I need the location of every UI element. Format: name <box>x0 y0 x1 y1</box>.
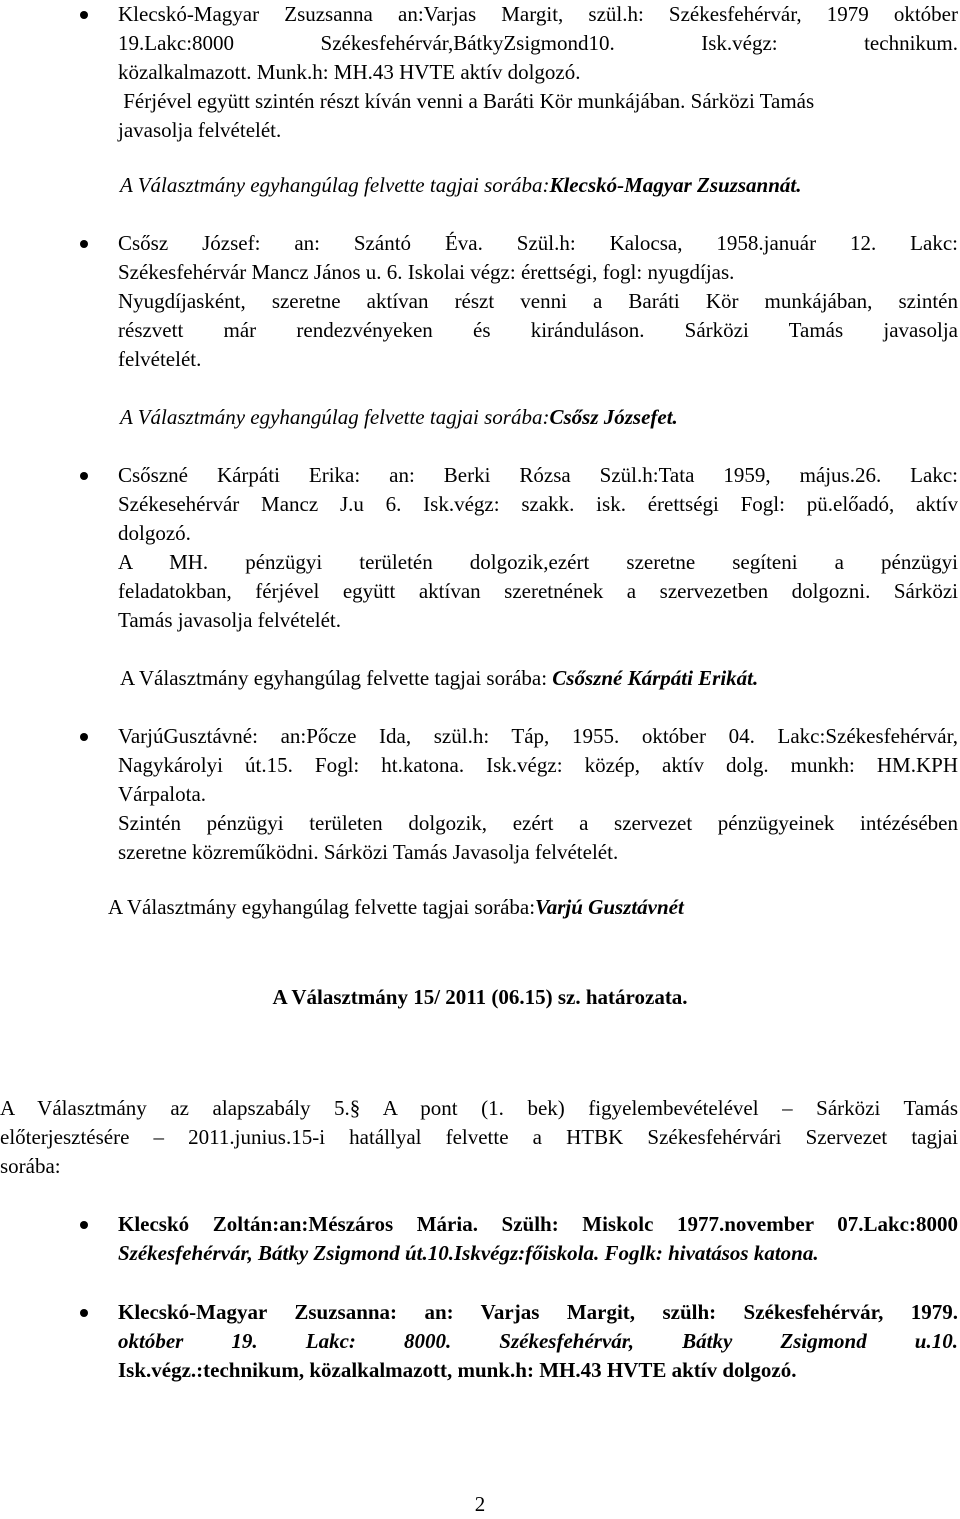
entry-varju-gusztavne <box>118 722 958 867</box>
decision-name: Csősz Józsefet. <box>549 405 678 429</box>
decision-prefix: A Választmány egyhangúlag felvette tagjai sorába: <box>120 666 553 690</box>
entry-line: A MH. pénzügyi területén dolgozik,ezért szeretne segíteni a pénzügyi <box>118 550 958 574</box>
entry-line: dolgozó. <box>118 521 191 545</box>
entry-line: felvételét. <box>118 347 202 371</box>
decision-name: Varjú Gusztávnét <box>535 895 684 919</box>
decision-prefix: A Választmány egyhangúlag felvette tagjai sorába: <box>120 173 550 197</box>
member-line: Székesfehérvár, Bátky Zsigmond út.10.Iskvégz:főiskola. Foglk: hivatásos katona. <box>118 1241 819 1265</box>
entry-line: Székesfehérvár Mancz János u. 6. Iskolai végz: érettségi, fogl: nyugdíjas. <box>118 260 735 284</box>
entry-line: Csőszné Kárpáti Erika: an: Berki Rózsa Szül.h:Tata 1959, május.26. Lakc: <box>118 463 958 487</box>
bullet-icon <box>80 1309 88 1317</box>
entry-line: Csősz József: an: Szántó Éva. Szül.h: Kalocsa, 1958.január 12. Lakc: <box>118 231 958 255</box>
decision-prefix: A Választmány egyhangúlag felvette tagjai sorába: <box>120 405 550 429</box>
entry-klecsko-magyar <box>118 0 958 145</box>
member-line: Klecskó-Magyar Zsuzsanna: an: Varjas Margit, szülh: Székesfehérvár, 1979. <box>118 1300 958 1324</box>
resolution-line: A Választmány az alapszabály 5.§ A pont (1. bek) figyelembevételével – Sárközi Tamás <box>0 1096 958 1120</box>
decision-prefix: A Választmány egyhangúlag felvette tagjai sorába: <box>108 895 536 919</box>
page-number: 2 <box>474 1492 486 1516</box>
bullet-icon <box>80 472 88 480</box>
entry-line: szeretne közreműködni. Sárközi Tamás Javasolja felvételét. <box>118 840 619 864</box>
resolution-line: előterjesztésére – 2011.junius.15-i hatállyal felvette a HTBK Székesfehérvári Szervezet tagjai <box>0 1125 958 1149</box>
resolution-title: A Választmány 15/ 2011 (06.15) sz. határozata. <box>272 985 688 1009</box>
entry-line: feladatokban, férjével együtt aktívan szeretnének a szervezetben dolgozni. Sárközi <box>118 579 958 603</box>
decision-line <box>120 664 960 693</box>
decision-line <box>120 171 960 200</box>
bullet-icon <box>80 1221 88 1229</box>
bullet-icon <box>80 733 88 741</box>
bullet-icon <box>80 240 88 248</box>
entry-line: javasolja felvételét. <box>118 118 282 142</box>
entry-line: Tamás javasolja felvételét. <box>118 608 342 632</box>
entry-line: részvett már rendezvényeken és kiránduláson. Sárközi Tamás javasolja <box>118 318 958 342</box>
decision-line <box>120 403 960 432</box>
entry-line: Nagykárolyi út.15. Fogl: ht.katona. Isk.végz: közép, aktív dolg. munkh: HM.KPH <box>118 753 958 777</box>
entry-line: Klecskó-Magyar Zsuzsanna an:Varjas Margit, szül.h: Székesfehérvár, 1979 október <box>118 2 958 26</box>
member-klecsko-magyar <box>118 1298 958 1385</box>
entry-line: VarjúGusztávné: an:Pőcze Ida, szül.h: Táp, 1955. október 04. Lakc:Székesfehérvár, <box>118 724 958 748</box>
member-line: október 19. Lakc: 8000. Székesfehérvár, Bátky Zsigmond u.10. <box>118 1329 958 1353</box>
decision-name: Csőszné Kárpáti Erikát. <box>552 666 759 690</box>
resolution-line: sorába: <box>0 1154 61 1178</box>
entry-line: Nyugdíjasként, szeretne aktívan részt venni a Baráti Kör munkájában, szintén <box>118 289 958 313</box>
entry-line: Székesehérvár Mancz J.u 6. Isk.végz: szakk. isk. érettségi Fogl: pü.előadó, aktív <box>118 492 958 516</box>
entry-line: 19.Lakc:8000 Székesfehérvár,BátkyZsigmond10. Isk.végz: technikum. <box>118 31 958 55</box>
bullet-icon <box>80 11 88 19</box>
decision-line <box>108 893 948 922</box>
resolution-text <box>0 1094 958 1181</box>
member-line: Isk.végz.:technikum, közalkalmazott, munk.h: MH.43 HVTE aktív dolgozó. <box>118 1358 797 1382</box>
entry-line: Várpalota. <box>118 782 207 806</box>
entry-line: közalkalmazott. Munk.h: MH.43 HVTE aktív dolgozó. <box>118 60 581 84</box>
member-klecsko-zoltan <box>118 1210 958 1268</box>
entry-line: Férjével együtt szintén részt kíván venni a Baráti Kör munkájában. Sárközi Tamás <box>118 89 815 113</box>
entry-csosz-jozsef <box>118 229 958 374</box>
member-line: Klecskó Zoltán:an:Mészáros Mária. Szülh: Miskolc 1977.november 07.Lakc:8000 <box>118 1212 958 1236</box>
entry-csoszne-karpati <box>118 461 958 635</box>
decision-name: Klecskó-Magyar Zsuzsannát. <box>549 173 802 197</box>
entry-line: Szintén pénzügyi területen dolgozik, ezért a szervezet pénzügyeinek intézésében <box>118 811 958 835</box>
